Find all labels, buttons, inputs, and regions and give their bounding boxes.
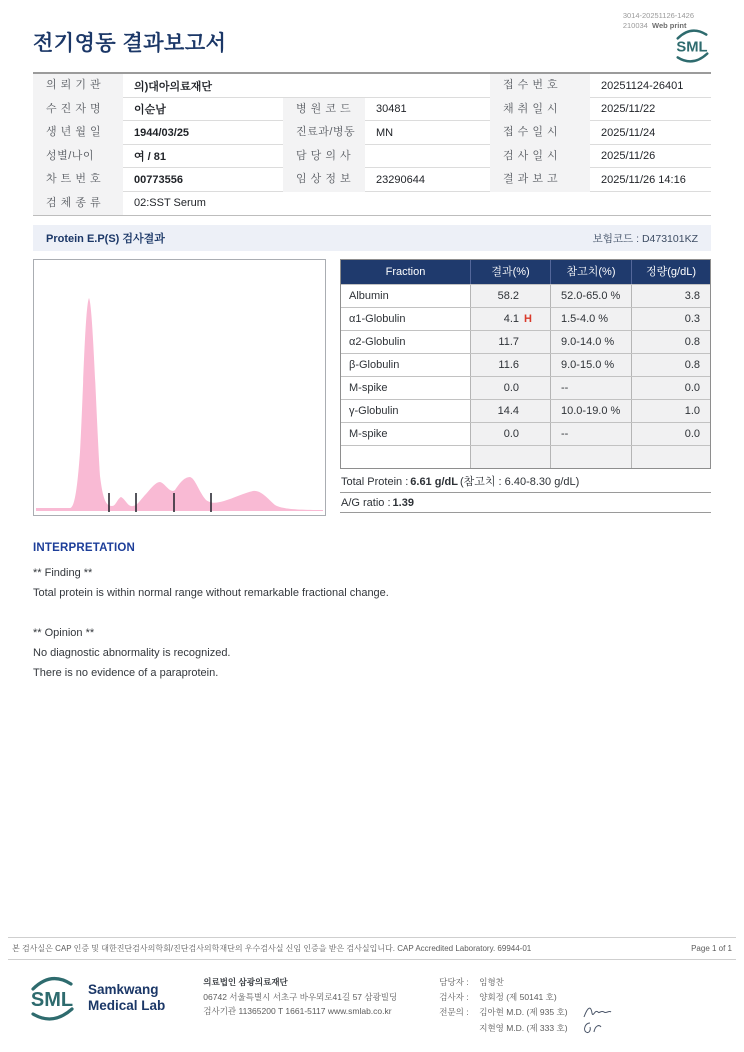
field-label: 임 상 정 보 [283, 168, 365, 192]
table-row [33, 168, 711, 192]
result-cell: 14.4 [470, 400, 550, 422]
org-info [203, 973, 397, 1019]
interpretation-section [33, 542, 711, 683]
quantity-cell: 0.0 [631, 423, 710, 445]
total-protein-line: Total Protein : 6.61 g/dL (참고치 : 6.40-8.30 g/dL) [340, 469, 711, 493]
field-label: 차 트 번 호 [33, 168, 123, 192]
result-cell: 11.7 [470, 331, 550, 353]
svg-text:SML: SML [30, 989, 74, 1011]
org-address: 06742 서울특별시 서초구 바우뫼로41길 57 삼광빌딩 [203, 991, 398, 1002]
field-value: 30481 [376, 103, 407, 116]
web-print-label: Web print [652, 21, 687, 30]
table-row [341, 307, 710, 330]
field-label: 접 수 번 호 [490, 74, 590, 98]
section-header [33, 225, 711, 251]
field-value: 23290644 [376, 173, 425, 186]
results-section [33, 259, 711, 516]
result-cell: 58.2 [470, 285, 550, 307]
table-row [33, 145, 711, 169]
col-header: Fraction [385, 266, 426, 278]
lab-brand [24, 973, 165, 1023]
reference-cell: -- [550, 423, 631, 445]
org-name: 의료법인 삼광의료재단 [203, 977, 288, 987]
result-cell: 0.0 [470, 423, 550, 445]
table-row [341, 445, 710, 468]
signature-icon [582, 1020, 604, 1036]
densitometry-curve [34, 260, 325, 515]
opinion-text: No diagnostic abnormality is recognized. [33, 647, 231, 659]
col-header: 결과(%) [470, 260, 550, 284]
sml-logo-icon [671, 26, 713, 66]
insurance-code: 보험코드 : D473101KZ [592, 232, 698, 245]
finding-text: Total protein is within normal range without remarkable fractional change. [33, 587, 389, 599]
table-row [341, 399, 710, 422]
table-row [341, 284, 710, 307]
reference-cell: 1.5-4.0 % [550, 308, 631, 330]
quantity-cell: 3.8 [631, 285, 710, 307]
field-label: 결 과 보 고 [490, 168, 590, 192]
results-table-wrap [340, 259, 711, 516]
page-title: 전기영동 결과보고서 [33, 32, 227, 55]
field-label: 성별/나이 [33, 145, 123, 169]
quantity-cell: 0.8 [631, 331, 710, 353]
fraction-cell: M-spike [341, 423, 470, 445]
result-cell: 11.6 [470, 354, 550, 376]
quantity-cell: 0.0 [631, 377, 710, 399]
field-value: 00773556 [134, 173, 183, 186]
reference-cell: 9.0-14.0 % [550, 331, 631, 353]
abnormal-flag: H [524, 313, 532, 325]
results-table-header [341, 260, 710, 284]
result-cell: 4.1 H [470, 308, 550, 330]
col-header: 참고치(%) [550, 260, 631, 284]
fraction-cell: α1-Globulin [341, 308, 470, 330]
table-row [341, 353, 710, 376]
ag-ratio-line: A/G ratio : 1.39 [340, 493, 711, 513]
field-value: 의)대아의료재단 [134, 80, 213, 93]
patient-info-table [33, 72, 711, 216]
org-contact: 검사기관 11365200 T 1661-5117 www.smlab.co.kr [203, 1006, 392, 1016]
fraction-cell: M-spike [341, 377, 470, 399]
field-label: 채 취 일 시 [490, 98, 590, 122]
field-label: 검 체 종 류 [33, 192, 123, 216]
signature-icon [582, 1004, 612, 1020]
sml-logo-footer-icon [24, 973, 80, 1023]
staff-line: 지현영 M.D. (제 333 호) [439, 1020, 611, 1036]
fraction-cell: γ-Globulin [341, 400, 470, 422]
field-label: 담 당 의 사 [283, 145, 365, 169]
footer-main [0, 960, 744, 1052]
field-label: 병 원 코 드 [283, 98, 365, 122]
table-row [33, 192, 711, 216]
reference-cell: 10.0-19.0 % [550, 400, 631, 422]
quantity-cell: 1.0 [631, 400, 710, 422]
opinion-text: There is no evidence of a paraprotein. [33, 667, 219, 679]
doc-code-line: 210034 Web print [622, 21, 687, 30]
field-label: 수 진 자 명 [33, 98, 123, 122]
reference-cell [550, 446, 631, 468]
certification-bar [8, 937, 736, 960]
field-value: 2025/11/26 [601, 150, 656, 163]
staff-line: 담당자 : 임형찬 [439, 977, 504, 987]
results-table [340, 259, 711, 469]
field-label: 의 뢰 기 관 [33, 74, 123, 98]
field-value: 20251124-26401 [601, 79, 684, 92]
staff-line: 전문의 : 김아현 M.D. (제 935 호) [439, 1004, 611, 1020]
table-row [33, 74, 711, 98]
svg-text:SML: SML [676, 39, 708, 56]
field-value: 2025/11/26 14:16 [601, 173, 686, 186]
field-value: 02:SST Serum [134, 197, 206, 210]
table-row [341, 422, 710, 445]
fraction-cell: α2-Globulin [341, 331, 470, 353]
table-row [341, 376, 710, 399]
table-row [33, 98, 711, 122]
doc-number: 3014-20251126-1426 [622, 11, 694, 20]
report-header [0, 0, 744, 72]
fraction-cell: Albumin [341, 285, 470, 307]
result-cell: 0.0 [470, 377, 550, 399]
field-value: 여 / 81 [134, 151, 167, 164]
fraction-cell: β-Globulin [341, 354, 470, 376]
field-value: 2025/11/22 [601, 103, 656, 116]
field-label: 생 년 월 일 [33, 121, 123, 145]
staff-line: 검사자 : 양회정 (제 50141 호) [439, 991, 557, 1002]
result-cell [470, 446, 550, 468]
field-label: 접 수 일 시 [490, 121, 590, 145]
reference-cell: 52.0-65.0 % [550, 285, 631, 307]
quantity-cell: 0.8 [631, 354, 710, 376]
field-label: 진료과/병동 [283, 121, 365, 145]
field-value: 1944/03/25 [134, 126, 190, 139]
certification-text: 본 검사실은 CAP 인증 및 대한진단검사의학회/진단검사의학재단의 우수검사실 신임 인증을 받은 검사실입니다. CAP Accredited Laboratory. 69944-01 [12, 944, 532, 953]
table-row [341, 330, 710, 353]
electrophoresis-chart [33, 259, 326, 516]
lab-name: Samkwang Medical Lab [88, 982, 166, 1013]
quantity-cell: 0.3 [631, 308, 710, 330]
finding-title: ** Finding ** [33, 567, 93, 579]
section-title: Protein E.P(S) 검사결과 [46, 233, 165, 245]
col-header: 정량(g/dL) [631, 260, 710, 284]
interpretation-heading: INTERPRETATION [33, 542, 136, 554]
field-value: 2025/11/24 [601, 126, 656, 139]
opinion-title: ** Opinion ** [33, 627, 95, 639]
quantity-cell [631, 446, 710, 468]
field-value: MN [376, 126, 394, 139]
field-value: 이순남 [134, 104, 166, 117]
field-label: 검 사 일 시 [490, 145, 590, 169]
staff-info [439, 973, 611, 1036]
reference-cell: 9.0-15.0 % [550, 354, 631, 376]
report-footer [0, 937, 744, 1052]
page-indicator: Page 1 of 1 [691, 944, 732, 953]
fraction-cell [341, 446, 470, 468]
table-row [33, 121, 711, 145]
reference-cell: -- [550, 377, 631, 399]
